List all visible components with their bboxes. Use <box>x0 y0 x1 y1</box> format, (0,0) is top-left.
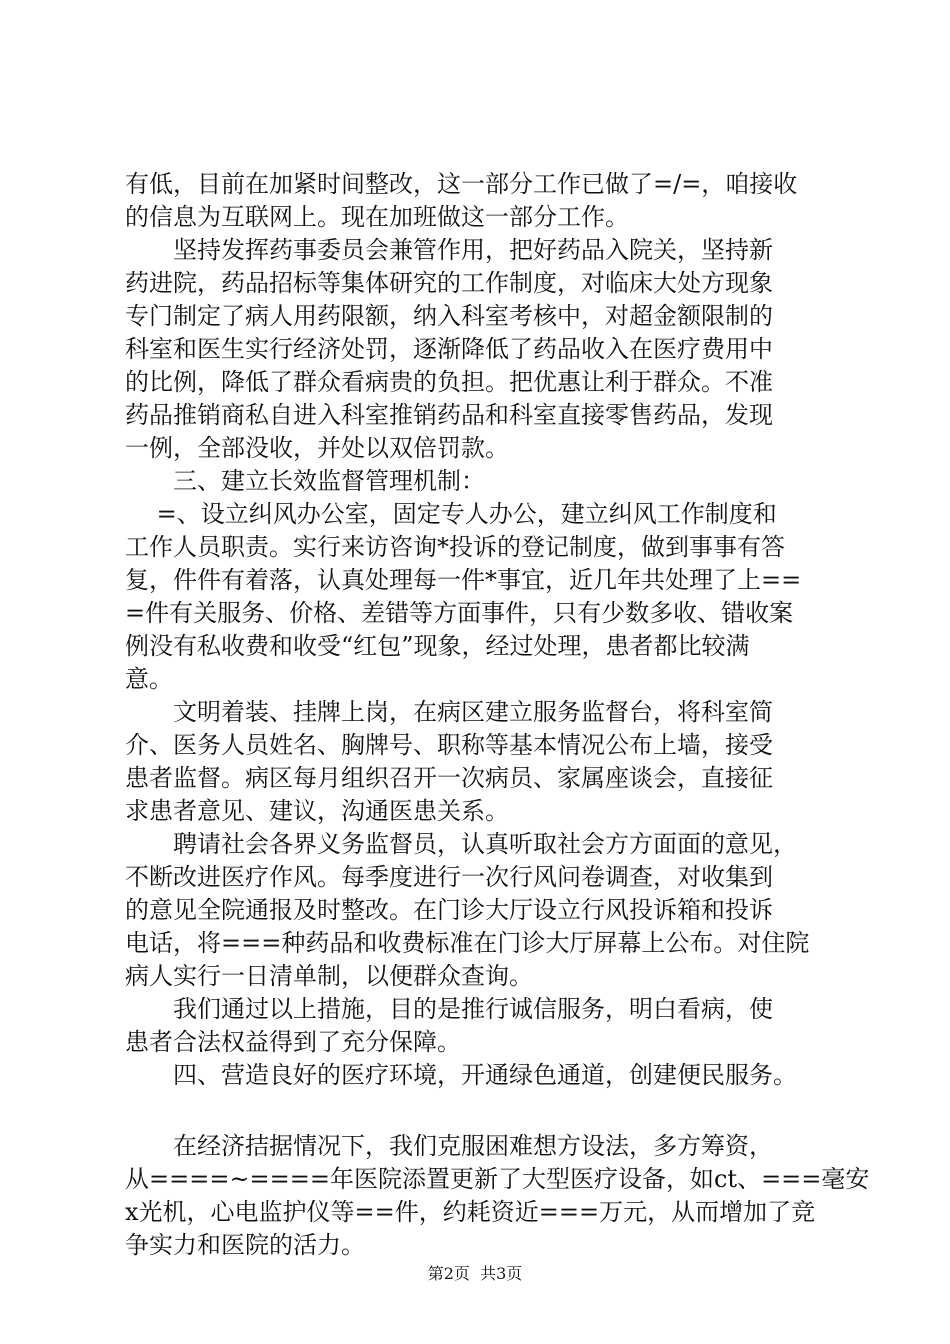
text-line: 介、医务人员姓名、胸牌号、职称等基本情况公布上墙，接受 <box>125 731 773 759</box>
text-line: 求患者意见、建议，沟通医患关系。 <box>125 797 509 825</box>
text-line: 患者监督。病区每月组织召开一次病员、家属座谈会，直接征 <box>125 764 773 792</box>
text-line: 不断改进医疗作风。每季度进行一次行风问卷调查，对收集到 <box>125 863 773 891</box>
text-line: =、设立纠风办公室，固定专人办公，建立纠风工作制度和 <box>125 500 777 528</box>
text-line: 意。 <box>125 665 173 693</box>
text-line: 药品推销商私自进入科室推销药品和科室直接零售药品，发现 <box>125 401 773 429</box>
text-line: 争实力和医院的活力。 <box>125 1231 365 1259</box>
text-line: 专门制定了病人用药限额，纳入科室考核中，对超金额限制的 <box>125 302 773 330</box>
text-line: 的信息为互联网上。现在加班做这一部分工作。 <box>125 203 629 231</box>
text-line: x光机，心电监护仪等==件，约耗资近===万元，从而增加了竞 <box>125 1198 816 1226</box>
text-line: 文明着装、挂牌上岗，在病区建立服务监督台，将科室简 <box>125 698 773 726</box>
text-line: 有低，目前在加紧时间整改，这一部分工作已做了=/=，咱接收 <box>125 170 798 198</box>
section-heading: 三、建立长效监督管理机制： <box>125 467 485 495</box>
text-line: 患者合法权益得到了充分保障。 <box>125 1028 461 1056</box>
text-line: =件有关服务、价格、差错等方面事件，只有少数多收、错收案 <box>125 599 794 627</box>
text-line: 我们通过以上措施，目的是推行诚信服务，明白看病，使 <box>125 995 773 1023</box>
text-line: 的意见全院通报及时整改。在门诊大厅设立行风投诉箱和投诉 <box>125 896 773 924</box>
text-line: 例没有私收费和收受“红包”现象，经过处理，患者都比较满 <box>125 632 750 660</box>
text-line: 药进院，药品招标等集体研究的工作制度，对临床大处方现象 <box>125 269 773 297</box>
body-text <box>125 168 870 1262</box>
text-line: 复，件件有着落，认真处理每一件*事宜，近几年共处理了上== <box>125 566 802 594</box>
text-line: 科室和医生实行经济处罚，逐渐降低了药品收入在医疗费用中 <box>125 335 773 363</box>
page-number-footer: 第2页 共3页 <box>427 1264 523 1283</box>
text-line: 在经济拮据情况下，我们克服困难想方设法，多方筹资， <box>125 1132 773 1160</box>
text-line: 电话，将===种药品和收费标准在门诊大厅屏幕上公布。对住院 <box>125 929 810 957</box>
text-line: 坚持发挥药事委员会兼管作用，把好药品入院关，坚持新 <box>125 236 773 264</box>
text-line: 一例，全部没收，并处以双倍罚款。 <box>125 434 509 462</box>
section-heading: 四、营造良好的医疗环境，开通绿色通道，创建便民服务。 <box>125 1061 797 1089</box>
text-line: 病人实行一日清单制，以便群众查询。 <box>125 962 533 990</box>
text-line: 工作人员职责。实行来访咨询*投诉的登记制度，做到事事有答 <box>125 533 785 561</box>
text-line: 从====~====年医院添置更新了大型医疗设备，如ct、===毫安 <box>125 1165 870 1193</box>
blank-line <box>125 1092 845 1130</box>
text-line: 聘请社会各界义务监督员，认真听取社会方方面面的意见， <box>125 830 797 858</box>
text-line: 的比例，降低了群众看病贵的负担。把优惠让利于群众。不准 <box>125 368 773 396</box>
